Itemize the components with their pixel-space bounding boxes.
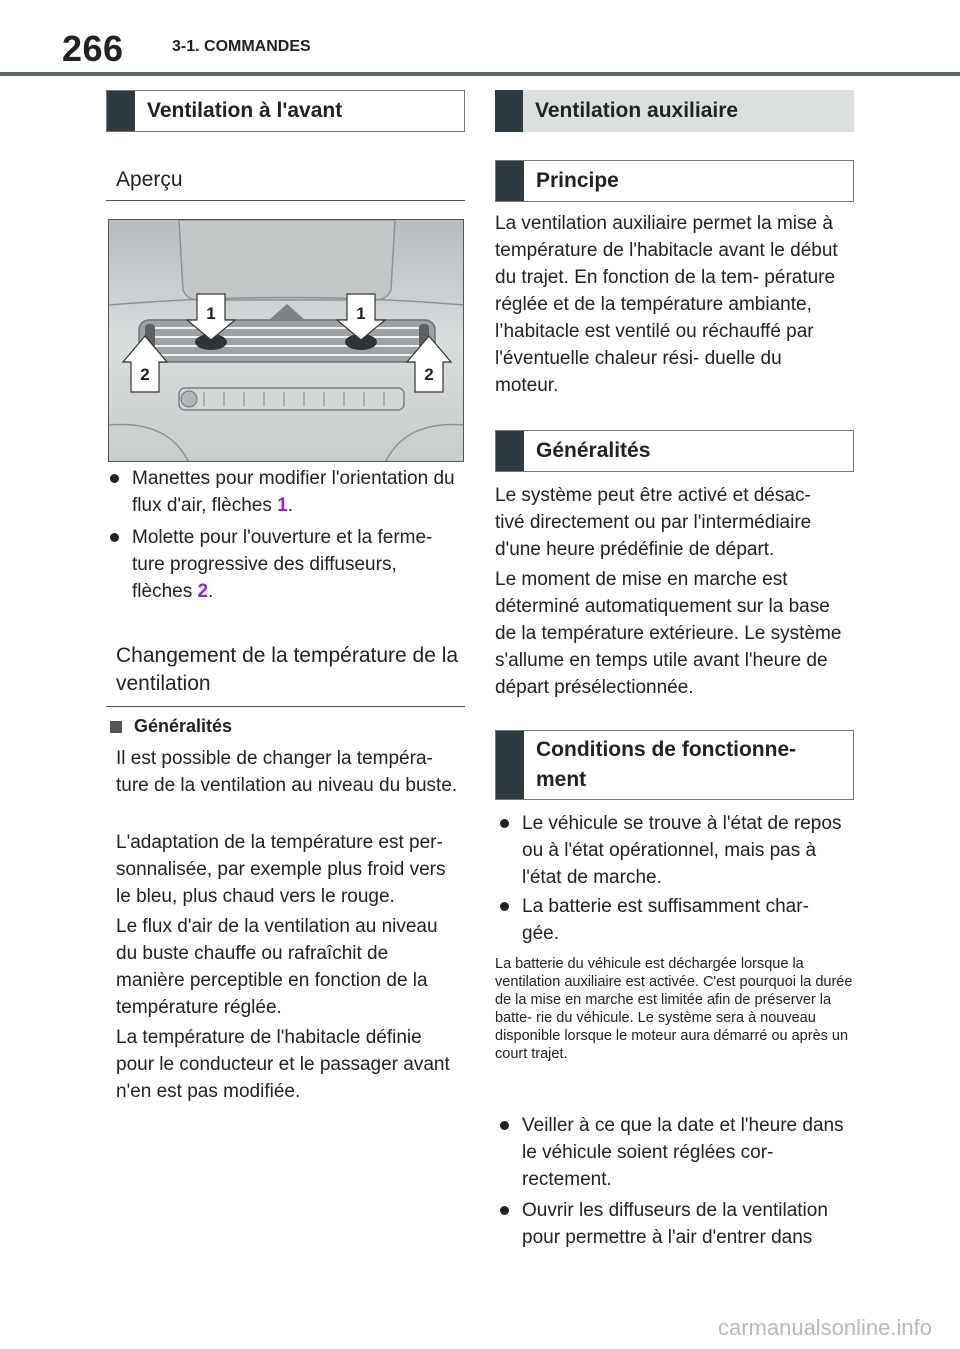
section-heading-text: Ventilation auxiliaire: [535, 99, 739, 122]
heading-generalites: [495, 430, 854, 472]
bullet-icon: [500, 1121, 509, 1130]
heading-bar: [496, 431, 524, 471]
heading-principe: [495, 160, 854, 202]
paragraph: Le système peut être activé et désac- tivé directement ou par l'intermédiaire d'une heure prédéfinie de départ.: [495, 485, 812, 560]
paragraph: La ventilation auxiliaire permet la mise à température de l'habitacle avant le début du trajet. En fonction de la tem- pérature réglée et de la température ambiante, l’habitacle est ventilé ou réchauffé par l'éventuelle chaleur rési- duelle du moteur.: [495, 213, 838, 396]
heading-bar: [495, 90, 523, 132]
page-number: 266: [62, 28, 124, 69]
square-bullet-icon: [110, 721, 122, 733]
overview-rule: [106, 200, 465, 201]
section-heading-text: Ventilation à l'avant: [147, 99, 343, 122]
dashboard-vents-figure: [108, 219, 464, 462]
callout-2-left: 2: [140, 365, 150, 384]
bullet-icon: [500, 902, 509, 911]
callout-2-right: 2: [424, 365, 434, 384]
bullet-icon: [500, 819, 509, 828]
heading-bar: [496, 731, 524, 799]
paragraph: La température de l'habitacle définie pour le conducteur et le passager avant n'en est pas modifiée.: [116, 1027, 450, 1102]
heading-text: Principe: [536, 169, 619, 192]
heading-bar: [496, 161, 524, 201]
heading-text: Généralités: [536, 439, 651, 462]
paragraph: Le moment de mise en marche est déterminé automatiquement sur la base de la température extérieure. Le système s'allume en temps utile avant l'heure de départ présélectionnée.: [495, 569, 842, 698]
callout-ref-1: 1: [277, 495, 288, 516]
list-item: Manettes pour modifier l'orientation du flux d'air, flèches 1.: [132, 465, 462, 519]
bullet-icon: [110, 533, 119, 542]
temperature-rule: [106, 706, 465, 707]
temperature-heading: Changement de la température de la ventilation: [116, 644, 459, 695]
callout-1-left: 1: [206, 304, 216, 323]
heading-bar: [107, 91, 135, 131]
list-item: La batterie est suffisamment char- gée.: [522, 893, 847, 947]
header-rule: [0, 72, 960, 76]
paragraph: Le flux d'air de la ventilation au niveau du buste chauffe ou rafraîchit de manière perceptible en fonction de la température réglée.: [116, 916, 438, 1018]
section-heading-aux-ventilation: [495, 90, 854, 132]
paragraph: Il est possible de changer la tempéra- ture de la ventilation au niveau du buste.: [116, 748, 458, 796]
dashboard-illustration: [109, 220, 464, 462]
bullet-icon: [500, 1206, 509, 1215]
list-item: Ouvrir les diffuseurs de la ventilation pour permettre à l'air d'entrer dans: [522, 1197, 852, 1251]
list-item: Molette pour l'ouverture et la ferme- ture progressive des diffuseurs, flèches 2.: [132, 524, 462, 605]
note-text: La batterie du véhicule est déchargée lorsque la ventilation auxiliaire est activée. C'est pourquoi la durée de la mise en marche est limitée afin de préserver la batte- rie du véhicule. Le système sera à nouveau disponible lorsque le moteur aura démarré ou après un court trajet.: [495, 956, 853, 1062]
list-item: Le véhicule se trouve à l'état de repos ou à l'état opérationnel, mais pas à l'état de marche.: [522, 810, 847, 891]
heading-conditions: [495, 730, 854, 800]
callout-ref-2: 2: [197, 581, 209, 602]
list-item: Veiller à ce que la date et l'heure dans le véhicule soient réglées cor- rectement.: [522, 1112, 847, 1193]
watermark: carmanualsonline.info: [717, 1315, 932, 1340]
heading-text: Conditions de fonctionne- ment: [536, 738, 797, 791]
overview-heading: Aperçu: [116, 168, 183, 191]
callout-1-right: 1: [356, 304, 366, 323]
section-heading-front-ventilation: [106, 90, 465, 132]
generalites-subheading: Généralités: [134, 716, 233, 736]
bullet-icon: [110, 474, 119, 483]
paragraph: L'adaptation de la température est per- sonnalisée, par exemple plus froid vers le bleu, plus chaud vers le rouge.: [116, 832, 446, 907]
chapter-title: 3-1. COMMANDES: [172, 38, 311, 55]
